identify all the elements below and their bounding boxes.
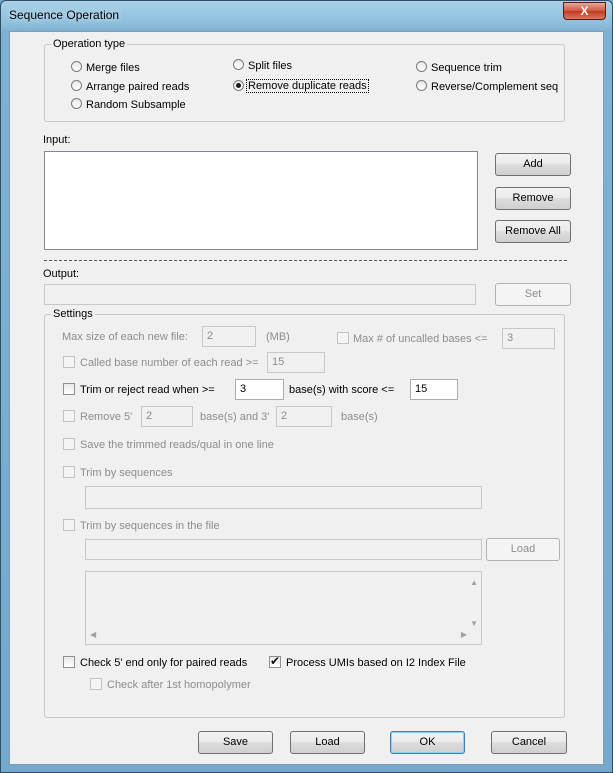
remove-duplicate-reads-radio[interactable] (233, 80, 244, 91)
ok-button[interactable]: OK (390, 731, 465, 754)
scroll-left-icon[interactable]: ◀ (90, 630, 97, 639)
homopolymer-checkbox[interactable] (90, 678, 102, 690)
max-uncalled-checkbox[interactable] (337, 332, 349, 344)
output-label: Output: (43, 268, 80, 280)
input-file-list[interactable] (44, 151, 478, 250)
trim-by-file-checkbox[interactable] (63, 519, 75, 531)
remove-duplicate-reads-label: Remove duplicate reads (248, 80, 367, 92)
max-uncalled-field[interactable]: 3 (502, 328, 555, 349)
remove-ends-checkbox[interactable] (63, 410, 75, 422)
remove5-field[interactable]: 2 (141, 406, 193, 427)
merge-files-label: Merge files (86, 62, 140, 74)
close-button[interactable] (563, 2, 606, 20)
and3-label: base(s) and 3' (200, 411, 270, 423)
save-button[interactable]: Save (198, 731, 273, 754)
arrange-paired-reads-radio[interactable] (71, 80, 82, 91)
sequence-trim-label: Sequence trim (431, 62, 502, 74)
reverse-complement-radio[interactable] (416, 80, 427, 91)
score-label: base(s) with score <= (289, 384, 395, 396)
save-trimmed-checkbox[interactable] (63, 438, 75, 450)
random-subsample-radio[interactable] (71, 98, 82, 109)
trim-by-file-label: Trim by sequences in the file (80, 520, 220, 532)
split-files-label: Split files (248, 60, 293, 72)
called-base-checkbox[interactable] (63, 356, 75, 368)
input-output-divider (44, 260, 567, 261)
split-files-radio[interactable] (233, 59, 244, 70)
operation-type-legend: Operation type (53, 38, 126, 50)
arrange-paired-reads-label: Arrange paired reads (86, 81, 190, 93)
max-size-field[interactable]: 2 (202, 326, 256, 347)
scroll-up-icon[interactable]: ▲ (470, 578, 478, 587)
called-base-label: Called base number of each read >= (80, 357, 259, 369)
reverse-complement-label: Reverse/Complement seq (431, 81, 559, 93)
load-button[interactable]: Load (290, 731, 365, 754)
save-trimmed-label: Save the trimmed reads/qual in one line (80, 439, 274, 451)
set-button[interactable]: Set (495, 283, 571, 306)
cancel-button[interactable]: Cancel (491, 731, 567, 754)
max-size-label: Max size of each new file: (62, 331, 188, 343)
input-label: Input: (43, 134, 71, 146)
trim-by-seq-checkbox[interactable] (63, 466, 75, 478)
dialog-body (9, 31, 604, 765)
remove-button[interactable]: Remove (495, 187, 571, 210)
score-field[interactable]: 15 (410, 379, 458, 400)
output-path-field[interactable] (44, 284, 476, 305)
trim-by-seq-label: Trim by sequences (80, 467, 173, 479)
settings-legend: Settings (53, 308, 93, 320)
process-umi-label: Process UMIs based on I2 Index File (286, 657, 466, 669)
trim-reject-label: Trim or reject read when >= (80, 384, 215, 396)
window-title: Sequence Operation (9, 8, 120, 22)
called-base-field[interactable]: 15 (267, 352, 325, 373)
close-icon: X (580, 4, 589, 18)
trim-by-file-path-field[interactable] (85, 539, 482, 560)
process-umi-checkbox[interactable] (269, 656, 281, 668)
trim-reject-bases-field[interactable]: 3 (235, 379, 284, 400)
random-subsample-label: Random Subsample (86, 99, 186, 111)
trim-by-seq-field[interactable] (85, 486, 482, 509)
sequence-trim-radio[interactable] (416, 61, 427, 72)
scroll-down-icon[interactable]: ▼ (470, 619, 478, 628)
remove3-field[interactable]: 2 (276, 406, 332, 427)
remove5-label: Remove 5' (80, 411, 133, 423)
add-button[interactable]: Add (495, 153, 571, 176)
max-uncalled-label: Max # of uncalled bases <= (353, 333, 488, 345)
check5-paired-label: Check 5' end only for paired reads (80, 657, 248, 669)
trim-reject-checkbox[interactable] (63, 383, 75, 395)
load-file-button[interactable]: Load (486, 538, 560, 561)
operation-type-group (44, 38, 565, 122)
merge-files-radio[interactable] (71, 61, 82, 72)
bases-label: base(s) (341, 411, 378, 423)
trim-sequences-textarea[interactable] (85, 571, 482, 645)
homopolymer-label: Check after 1st homopolymer (107, 679, 251, 691)
remove-all-button[interactable]: Remove All (495, 220, 571, 243)
check5-paired-checkbox[interactable] (63, 656, 75, 668)
title-bar[interactable] (1, 1, 612, 31)
settings-group (44, 308, 565, 718)
max-size-unit: (MB) (266, 331, 290, 343)
scroll-right-icon[interactable]: ▶ (460, 630, 467, 639)
